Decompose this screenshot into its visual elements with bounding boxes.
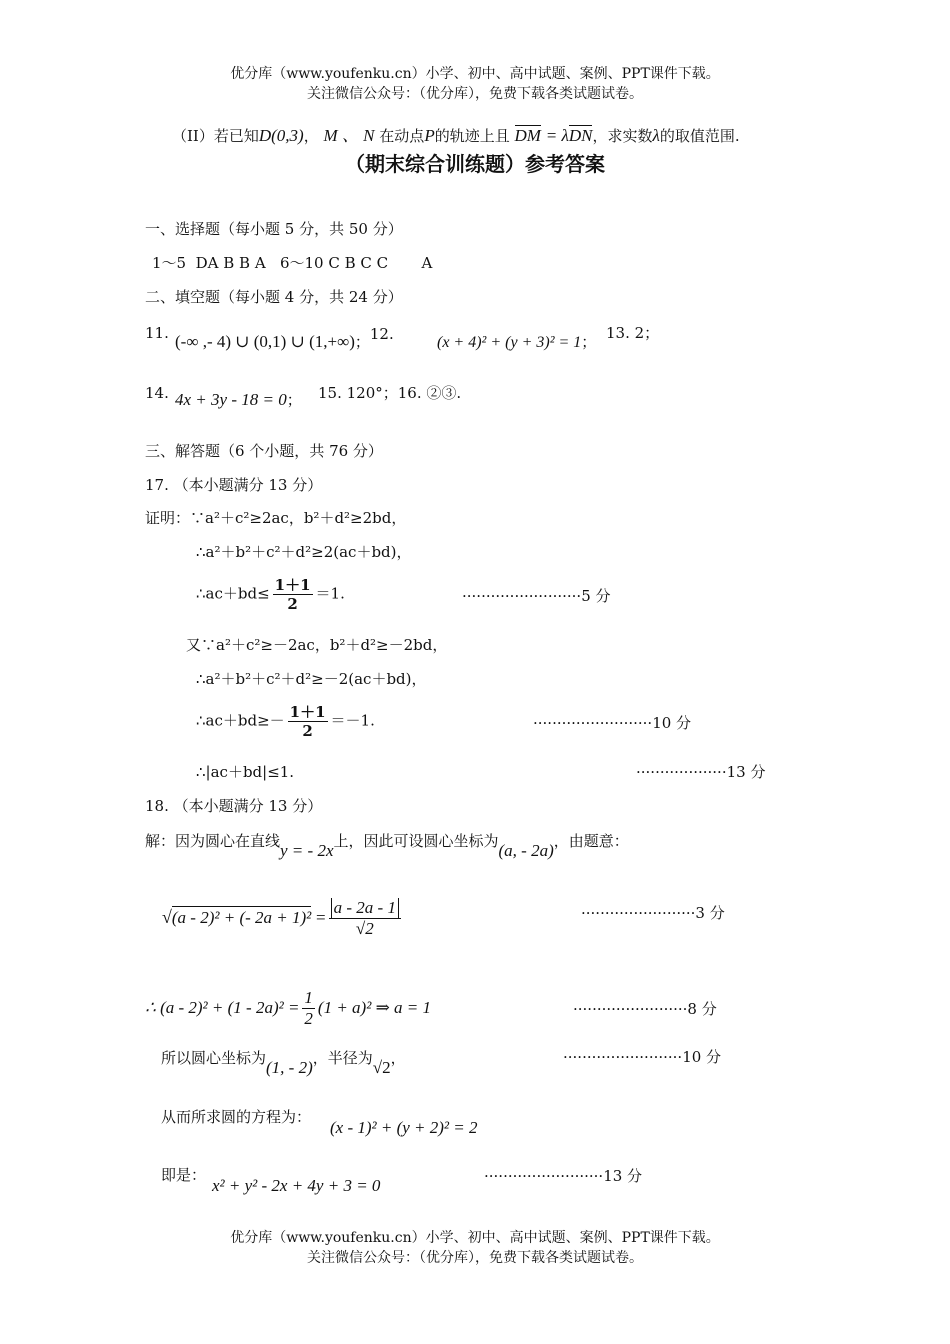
q18-eq1-fraction bbox=[329, 898, 401, 940]
q18-eq2-post: (1 + a)² ⇒ a = 1 bbox=[317, 997, 432, 1017]
section1-heading: 一、选择题（每小题 5 分，共 50 分） bbox=[145, 220, 403, 238]
q17-frac2-num: 1＋1 bbox=[289, 703, 326, 721]
q18-radius: √2 bbox=[372, 1058, 391, 1077]
q18-line-eq: y = - 2x bbox=[280, 841, 334, 860]
q17-score-10: ·························10 分 bbox=[533, 714, 692, 732]
q17-frac2-den: 2 bbox=[302, 722, 313, 740]
q2-lambda: λ bbox=[652, 126, 660, 145]
q17-l3-post: ＝1. bbox=[315, 584, 345, 603]
q12-sep: ； bbox=[581, 333, 597, 351]
q17-fraction-2 bbox=[288, 703, 328, 740]
q18-l3-post: ， bbox=[390, 1049, 406, 1067]
q17-score-5: ·························5 分 bbox=[462, 587, 611, 605]
q12-label: 12. bbox=[369, 325, 394, 343]
q17-line3 bbox=[196, 576, 345, 613]
q18-center: (1, - 2) bbox=[266, 1058, 313, 1077]
q17-label: 17. （本小题满分 13 分） bbox=[145, 476, 323, 494]
q18-eq1-num: a - 2a - 1 bbox=[331, 898, 399, 918]
header-line-1: 优分库（www.youfenku.cn）小学、初中、高中试题、案例、PPT课件下载。 bbox=[230, 66, 720, 82]
q17-line7: ∴|ac＋bd|≤1. bbox=[196, 763, 295, 781]
q18-line1 bbox=[145, 831, 629, 860]
q18-general-eq: x² + y² - 2x + 4y + 3 = 0 bbox=[212, 1176, 381, 1195]
q18-score-10: ·························10 分 bbox=[563, 1048, 722, 1066]
q18-label: 18. （本小题满分 13 分） bbox=[145, 797, 323, 815]
q2-end: 的取值范围. bbox=[659, 127, 740, 145]
footer-line-2: 关注微信公众号：（优分库），免费下载各类试题试卷。 bbox=[307, 1250, 643, 1266]
q14-answer: 4x + 3y - 18 = 0 bbox=[175, 390, 287, 409]
q13-answer: 13. 2； bbox=[606, 324, 660, 342]
q18-eq2 bbox=[145, 988, 431, 1030]
q12-answer: (x + 4)² + (y + 3)² = 1 bbox=[437, 334, 582, 351]
page-title: （期末综合训练题）参考答案 bbox=[345, 152, 605, 176]
q14-answer-row bbox=[175, 390, 302, 410]
q18-l3-pre: 所以圆心坐标为 bbox=[161, 1049, 267, 1067]
q17-score-13: ···················13 分 bbox=[636, 763, 766, 781]
q2-mid2: 的轨迹上且 bbox=[434, 127, 510, 145]
q2-vec2: DN bbox=[568, 126, 593, 145]
q18-eq2-num: 1 bbox=[302, 988, 315, 1009]
q14-sep: ； bbox=[286, 391, 302, 409]
q18-l1-post: ，由题意： bbox=[553, 832, 629, 850]
q17-line6 bbox=[196, 703, 375, 740]
q2-eq: = λ bbox=[545, 126, 569, 145]
q2-mn: M 、 N bbox=[323, 126, 375, 145]
q18-eq1-den: √2 bbox=[355, 919, 374, 939]
q18-score-8: ························8 分 bbox=[573, 1000, 717, 1018]
q17-fraction-1 bbox=[273, 576, 313, 613]
section1-answers: 1～5 DA B B A 6～10 C B C C A bbox=[152, 254, 433, 272]
footer-line-1: 优分库（www.youfenku.cn）小学、初中、高中试题、案例、PPT课件下载。 bbox=[230, 1230, 720, 1246]
q11-label: 11. bbox=[145, 324, 169, 342]
section2-heading: 二、填空题（每小题 4 分，共 24 分） bbox=[145, 288, 403, 306]
q18-circle-eq: (x - 1)² + (y + 2)² = 2 bbox=[330, 1118, 478, 1137]
q17-l6-post: ＝－1. bbox=[330, 711, 375, 730]
q18-l1-pre: 解：因为圆心在直线 bbox=[145, 832, 281, 850]
q17-l6-pre: ∴ac＋bd≥－ bbox=[196, 711, 285, 730]
q17-line1: 证明：∵a²＋c²≥2ac，b²＋d²≥2bd， bbox=[145, 509, 407, 527]
q18-line3 bbox=[161, 1048, 406, 1077]
q14-label: 14. bbox=[145, 384, 169, 402]
q12-answer-row bbox=[437, 333, 596, 352]
q15-16-answers: 15. 120°；16. ②③. bbox=[318, 384, 462, 402]
q18-eq2-pre: ∴ (a - 2)² + (1 - 2a)² = bbox=[145, 997, 300, 1017]
q11-answer-row bbox=[175, 325, 394, 352]
q18-score-13: ·························13 分 bbox=[484, 1167, 643, 1185]
q18-line4-pre: 从而所求圆的方程为： bbox=[161, 1108, 312, 1126]
question-ii bbox=[172, 126, 740, 146]
q2-point: D(0,3) bbox=[258, 126, 304, 145]
q2-prefix: （II）若已知 bbox=[172, 127, 259, 145]
q17-l3-pre: ∴ac＋bd≤ bbox=[196, 584, 270, 603]
q18-line5-pre: 即是： bbox=[161, 1166, 207, 1184]
q2-vec1: DM bbox=[514, 126, 541, 145]
q18-l3-mid: ，半径为 bbox=[312, 1049, 373, 1067]
section3-heading: 三、解答题（6 个小题，共 76 分） bbox=[145, 442, 383, 460]
q2-suffix: ，求实数 bbox=[592, 127, 653, 145]
q18-eq1-equals: = bbox=[316, 907, 326, 927]
q18-eq2-den: 2 bbox=[304, 1009, 313, 1029]
q2-mid: 在动点 bbox=[379, 127, 425, 145]
q2-sep: ， bbox=[303, 127, 319, 145]
q17-frac1-den: 2 bbox=[287, 595, 298, 613]
q18-eq1-radicand: (a - 2)² + (- 2a + 1)² bbox=[171, 907, 312, 927]
q18-eq2-fraction bbox=[302, 988, 315, 1030]
q17-line5: ∴a²＋b²＋c²＋d²≥－2(ac＋bd)， bbox=[196, 670, 427, 688]
q11-answer: (-∞ ,- 4) ∪ (0,1) ∪ (1,+∞) bbox=[175, 332, 355, 351]
q18-score-3: ························3 分 bbox=[581, 904, 725, 922]
q11-sep: ； bbox=[354, 333, 370, 351]
q17-line2: ∴a²＋b²＋c²＋d²≥2(ac＋bd)， bbox=[196, 543, 412, 561]
q18-l1-mid: 上，因此可设圆心坐标为 bbox=[333, 832, 499, 850]
header-line-2: 关注微信公众号：（优分库），免费下载各类试题试卷。 bbox=[307, 86, 643, 102]
q17-frac1-num: 1＋1 bbox=[274, 576, 311, 594]
q2-p: P bbox=[424, 126, 435, 145]
q17-line4: 又∵a²＋c²≥－2ac，b²＋d²≥－2bd， bbox=[186, 636, 448, 654]
q18-eq1: √(a - 2)² + (- 2a + 1)² = $\frac{a - 2a - 1}{√2}$ bbox=[162, 898, 404, 940]
q18-center-general: (a, - 2a) bbox=[498, 841, 554, 860]
